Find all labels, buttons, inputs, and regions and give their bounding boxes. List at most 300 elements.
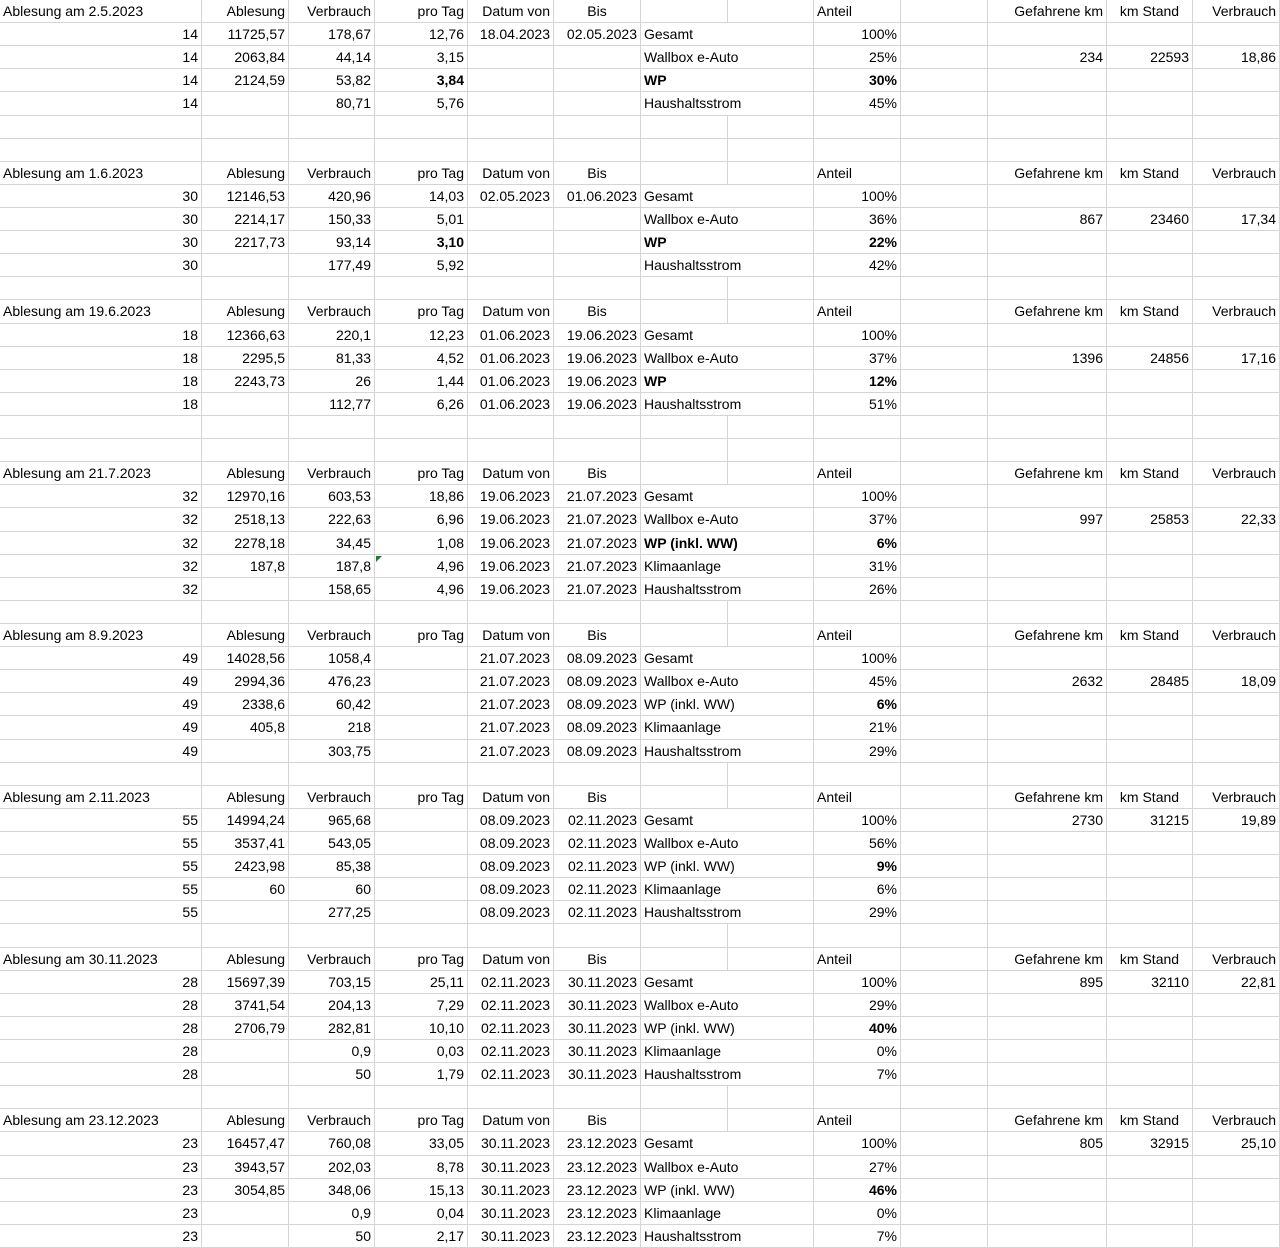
empty-cell[interactable] [901, 300, 988, 323]
ablesung-cell[interactable]: 2518,13 [202, 508, 289, 531]
days-cell[interactable]: 49 [0, 670, 202, 693]
days-cell[interactable]: 18 [0, 324, 202, 347]
km-stand-cell[interactable] [1107, 901, 1193, 924]
bis-cell[interactable]: 08.09.2023 [554, 740, 641, 763]
anteil-cell[interactable]: 36% [814, 208, 901, 231]
km-verbrauch-cell[interactable] [1193, 324, 1280, 347]
empty-cell[interactable] [289, 416, 375, 439]
empty-cell[interactable] [202, 1086, 289, 1109]
empty-cell[interactable] [901, 716, 988, 739]
gefahrene-km-cell[interactable] [988, 578, 1107, 601]
header-anteil[interactable]: Anteil [814, 948, 901, 971]
verbrauch-cell[interactable]: 218 [289, 716, 375, 739]
empty-cell[interactable] [728, 786, 814, 809]
verbrauch-cell[interactable]: 1058,4 [289, 647, 375, 670]
block-title[interactable]: Ablesung am 8.9.2023 [0, 624, 202, 647]
pro-tag-cell[interactable]: 12,76 [375, 23, 468, 46]
datum-von-cell[interactable]: 01.06.2023 [468, 347, 554, 370]
header-km-verbrauch[interactable]: Verbrauch [1193, 300, 1280, 323]
datum-von-cell[interactable]: 21.07.2023 [468, 740, 554, 763]
category-label[interactable]: WP (inkl. WW) [641, 532, 728, 555]
datum-von-cell[interactable]: 19.06.2023 [468, 508, 554, 531]
header-km-verbrauch[interactable]: Verbrauch [1193, 162, 1280, 185]
anteil-cell[interactable]: 100% [814, 1132, 901, 1155]
gefahrene-km-cell[interactable] [988, 855, 1107, 878]
empty-cell[interactable] [202, 763, 289, 786]
empty-cell[interactable] [1107, 439, 1193, 462]
category-label[interactable]: Gesamt [641, 324, 728, 347]
bis-cell[interactable]: 02.11.2023 [554, 809, 641, 832]
header-km-verbrauch[interactable]: Verbrauch [1193, 948, 1280, 971]
ablesung-cell[interactable]: 11725,57 [202, 23, 289, 46]
empty-cell[interactable] [728, 0, 814, 23]
km-stand-cell[interactable] [1107, 324, 1193, 347]
pro-tag-cell[interactable]: 10,10 [375, 1017, 468, 1040]
empty-cell[interactable] [468, 439, 554, 462]
empty-cell[interactable] [0, 763, 202, 786]
header-verbrauch[interactable]: Verbrauch [289, 624, 375, 647]
days-cell[interactable]: 28 [0, 994, 202, 1017]
days-cell[interactable]: 23 [0, 1202, 202, 1225]
empty-cell[interactable] [988, 139, 1107, 162]
header-km-stand[interactable]: km Stand [1107, 300, 1193, 323]
empty-cell[interactable] [728, 347, 814, 370]
gefahrene-km-cell[interactable] [988, 832, 1107, 855]
header-ablesung[interactable]: Ablesung [202, 948, 289, 971]
ablesung-cell[interactable]: 405,8 [202, 716, 289, 739]
empty-cell[interactable] [0, 924, 202, 947]
empty-cell[interactable] [1107, 116, 1193, 139]
empty-cell[interactable] [901, 740, 988, 763]
empty-cell[interactable] [901, 508, 988, 531]
bis-cell[interactable]: 21.07.2023 [554, 532, 641, 555]
block-title[interactable]: Ablesung am 19.6.2023 [0, 300, 202, 323]
km-stand-cell[interactable] [1107, 69, 1193, 92]
empty-cell[interactable] [289, 116, 375, 139]
gefahrene-km-cell[interactable] [988, 69, 1107, 92]
km-stand-cell[interactable] [1107, 994, 1193, 1017]
days-cell[interactable]: 30 [0, 208, 202, 231]
anteil-cell[interactable]: 30% [814, 69, 901, 92]
bis-cell[interactable]: 30.11.2023 [554, 1017, 641, 1040]
anteil-cell[interactable]: 29% [814, 740, 901, 763]
anteil-cell[interactable]: 0% [814, 1202, 901, 1225]
category-label[interactable]: Wallbox e-Auto [641, 994, 728, 1017]
days-cell[interactable]: 18 [0, 347, 202, 370]
empty-cell[interactable] [728, 370, 814, 393]
anteil-cell[interactable]: 51% [814, 393, 901, 416]
verbrauch-cell[interactable]: 81,33 [289, 347, 375, 370]
category-label[interactable]: Haushaltsstrom [641, 92, 728, 115]
empty-cell[interactable] [289, 139, 375, 162]
ablesung-cell[interactable] [202, 393, 289, 416]
ablesung-cell[interactable] [202, 254, 289, 277]
gefahrene-km-cell[interactable] [988, 1040, 1107, 1063]
category-label[interactable]: Gesamt [641, 485, 728, 508]
gefahrene-km-cell[interactable] [988, 901, 1107, 924]
empty-cell[interactable] [728, 578, 814, 601]
empty-cell[interactable] [728, 46, 814, 69]
ablesung-cell[interactable] [202, 1202, 289, 1225]
ablesung-cell[interactable]: 60 [202, 878, 289, 901]
empty-cell[interactable] [901, 948, 988, 971]
bis-cell[interactable]: 02.11.2023 [554, 855, 641, 878]
ablesung-cell[interactable]: 2243,73 [202, 370, 289, 393]
datum-von-cell[interactable]: 30.11.2023 [468, 1132, 554, 1155]
bis-cell[interactable]: 23.12.2023 [554, 1225, 641, 1248]
empty-cell[interactable] [901, 624, 988, 647]
empty-cell[interactable] [901, 1017, 988, 1040]
anteil-cell[interactable]: 22% [814, 231, 901, 254]
anteil-cell[interactable]: 7% [814, 1225, 901, 1248]
ablesung-cell[interactable]: 12366,63 [202, 324, 289, 347]
anteil-cell[interactable]: 46% [814, 1179, 901, 1202]
days-cell[interactable]: 23 [0, 1132, 202, 1155]
empty-cell[interactable] [988, 439, 1107, 462]
empty-cell[interactable] [728, 901, 814, 924]
days-cell[interactable]: 55 [0, 832, 202, 855]
bis-cell[interactable]: 23.12.2023 [554, 1132, 641, 1155]
pro-tag-cell[interactable]: 0,04 [375, 1202, 468, 1225]
empty-cell[interactable] [0, 116, 202, 139]
anteil-cell[interactable]: 6% [814, 878, 901, 901]
ablesung-cell[interactable] [202, 92, 289, 115]
category-label[interactable]: WP (inkl. WW) [641, 855, 728, 878]
empty-cell[interactable] [728, 1225, 814, 1248]
empty-cell[interactable] [0, 1086, 202, 1109]
verbrauch-cell[interactable]: 158,65 [289, 578, 375, 601]
verbrauch-cell[interactable]: 50 [289, 1225, 375, 1248]
km-verbrauch-cell[interactable] [1193, 231, 1280, 254]
km-stand-cell[interactable]: 23460 [1107, 208, 1193, 231]
header-gefahrene-km[interactable]: Gefahrene km [988, 162, 1107, 185]
datum-von-cell[interactable]: 19.06.2023 [468, 578, 554, 601]
header-pro-tag[interactable]: pro Tag [375, 300, 468, 323]
empty-cell[interactable] [641, 1109, 728, 1132]
header-verbrauch[interactable]: Verbrauch [289, 948, 375, 971]
ablesung-cell[interactable] [202, 740, 289, 763]
empty-cell[interactable] [988, 763, 1107, 786]
pro-tag-cell[interactable]: 4,96 [375, 555, 468, 578]
km-verbrauch-cell[interactable] [1193, 740, 1280, 763]
empty-cell[interactable] [202, 439, 289, 462]
header-km-verbrauch[interactable]: Verbrauch [1193, 786, 1280, 809]
ablesung-cell[interactable]: 14994,24 [202, 809, 289, 832]
header-datum-von[interactable]: Datum von [468, 786, 554, 809]
header-gefahrene-km[interactable]: Gefahrene km [988, 1109, 1107, 1132]
km-stand-cell[interactable] [1107, 1156, 1193, 1179]
category-label[interactable]: Gesamt [641, 23, 728, 46]
empty-cell[interactable] [814, 416, 901, 439]
header-anteil[interactable]: Anteil [814, 786, 901, 809]
datum-von-cell[interactable]: 21.07.2023 [468, 693, 554, 716]
bis-cell[interactable]: 19.06.2023 [554, 324, 641, 347]
days-cell[interactable]: 14 [0, 92, 202, 115]
empty-cell[interactable] [901, 277, 988, 300]
days-cell[interactable]: 32 [0, 578, 202, 601]
header-pro-tag[interactable]: pro Tag [375, 0, 468, 23]
empty-cell[interactable] [641, 162, 728, 185]
empty-cell[interactable] [289, 763, 375, 786]
empty-cell[interactable] [901, 809, 988, 832]
empty-cell[interactable] [202, 116, 289, 139]
empty-cell[interactable] [375, 277, 468, 300]
ablesung-cell[interactable]: 3943,57 [202, 1156, 289, 1179]
empty-cell[interactable] [375, 439, 468, 462]
header-gefahrene-km[interactable]: Gefahrene km [988, 0, 1107, 23]
days-cell[interactable]: 30 [0, 254, 202, 277]
km-verbrauch-cell[interactable] [1193, 1225, 1280, 1248]
empty-cell[interactable] [554, 763, 641, 786]
empty-cell[interactable] [901, 601, 988, 624]
empty-cell[interactable] [901, 855, 988, 878]
pro-tag-cell[interactable]: 6,26 [375, 393, 468, 416]
ablesung-cell[interactable] [202, 578, 289, 601]
empty-cell[interactable] [375, 1086, 468, 1109]
pro-tag-cell[interactable]: 14,03 [375, 185, 468, 208]
empty-cell[interactable] [1107, 139, 1193, 162]
header-anteil[interactable]: Anteil [814, 624, 901, 647]
km-stand-cell[interactable] [1107, 855, 1193, 878]
header-bis[interactable]: Bis [554, 948, 641, 971]
empty-cell[interactable] [901, 393, 988, 416]
anteil-cell[interactable]: 100% [814, 185, 901, 208]
empty-cell[interactable] [728, 809, 814, 832]
ablesung-cell[interactable]: 2706,79 [202, 1017, 289, 1040]
km-stand-cell[interactable] [1107, 485, 1193, 508]
header-verbrauch[interactable]: Verbrauch [289, 162, 375, 185]
empty-cell[interactable] [728, 740, 814, 763]
anteil-cell[interactable]: 7% [814, 1063, 901, 1086]
days-cell[interactable]: 32 [0, 485, 202, 508]
anteil-cell[interactable]: 40% [814, 1017, 901, 1040]
bis-cell[interactable] [554, 46, 641, 69]
km-verbrauch-cell[interactable] [1193, 254, 1280, 277]
pro-tag-cell[interactable]: 12,23 [375, 324, 468, 347]
anteil-cell[interactable]: 100% [814, 485, 901, 508]
km-verbrauch-cell[interactable]: 19,89 [1193, 809, 1280, 832]
ablesung-cell[interactable]: 2338,6 [202, 693, 289, 716]
verbrauch-cell[interactable]: 60 [289, 878, 375, 901]
gefahrene-km-cell[interactable]: 2632 [988, 670, 1107, 693]
header-ablesung[interactable]: Ablesung [202, 300, 289, 323]
empty-cell[interactable] [289, 924, 375, 947]
ablesung-cell[interactable]: 12146,53 [202, 185, 289, 208]
ablesung-cell[interactable]: 2994,36 [202, 670, 289, 693]
header-km-stand[interactable]: km Stand [1107, 1109, 1193, 1132]
verbrauch-cell[interactable]: 543,05 [289, 832, 375, 855]
empty-cell[interactable] [641, 300, 728, 323]
empty-cell[interactable] [901, 832, 988, 855]
verbrauch-cell[interactable]: 60,42 [289, 693, 375, 716]
km-stand-cell[interactable] [1107, 1179, 1193, 1202]
days-cell[interactable]: 30 [0, 185, 202, 208]
gefahrene-km-cell[interactable]: 1396 [988, 347, 1107, 370]
bis-cell[interactable]: 02.11.2023 [554, 832, 641, 855]
pro-tag-cell[interactable] [375, 878, 468, 901]
days-cell[interactable]: 18 [0, 393, 202, 416]
header-gefahrene-km[interactable]: Gefahrene km [988, 786, 1107, 809]
category-label[interactable]: WP [641, 231, 728, 254]
pro-tag-cell[interactable]: 1,08 [375, 532, 468, 555]
anteil-cell[interactable]: 37% [814, 347, 901, 370]
ablesung-cell[interactable]: 3741,54 [202, 994, 289, 1017]
empty-cell[interactable] [202, 277, 289, 300]
empty-cell[interactable] [901, 254, 988, 277]
gefahrene-km-cell[interactable] [988, 485, 1107, 508]
gefahrene-km-cell[interactable] [988, 740, 1107, 763]
verbrauch-cell[interactable]: 177,49 [289, 254, 375, 277]
bis-cell[interactable]: 08.09.2023 [554, 693, 641, 716]
header-ablesung[interactable]: Ablesung [202, 786, 289, 809]
bis-cell[interactable]: 02.05.2023 [554, 23, 641, 46]
pro-tag-cell[interactable]: 25,11 [375, 971, 468, 994]
ablesung-cell[interactable] [202, 1063, 289, 1086]
category-label[interactable]: Wallbox e-Auto [641, 1156, 728, 1179]
anteil-cell[interactable]: 0% [814, 1040, 901, 1063]
pro-tag-cell[interactable]: 3,15 [375, 46, 468, 69]
category-label[interactable]: Gesamt [641, 809, 728, 832]
km-stand-cell[interactable] [1107, 92, 1193, 115]
anteil-cell[interactable]: 45% [814, 670, 901, 693]
km-verbrauch-cell[interactable] [1193, 555, 1280, 578]
empty-cell[interactable] [728, 994, 814, 1017]
anteil-cell[interactable]: 21% [814, 716, 901, 739]
days-cell[interactable]: 14 [0, 46, 202, 69]
km-stand-cell[interactable] [1107, 740, 1193, 763]
verbrauch-cell[interactable]: 222,63 [289, 508, 375, 531]
verbrauch-cell[interactable]: 760,08 [289, 1132, 375, 1155]
empty-cell[interactable] [901, 670, 988, 693]
verbrauch-cell[interactable]: 202,03 [289, 1156, 375, 1179]
datum-von-cell[interactable]: 08.09.2023 [468, 855, 554, 878]
empty-cell[interactable] [554, 601, 641, 624]
category-label[interactable]: Klimaanlage [641, 716, 728, 739]
km-verbrauch-cell[interactable] [1193, 393, 1280, 416]
anteil-cell[interactable]: 42% [814, 254, 901, 277]
category-label[interactable]: WP (inkl. WW) [641, 1179, 728, 1202]
gefahrene-km-cell[interactable] [988, 23, 1107, 46]
km-verbrauch-cell[interactable] [1193, 370, 1280, 393]
datum-von-cell[interactable]: 08.09.2023 [468, 809, 554, 832]
km-stand-cell[interactable] [1107, 555, 1193, 578]
ablesung-cell[interactable]: 2423,98 [202, 855, 289, 878]
header-gefahrene-km[interactable]: Gefahrene km [988, 462, 1107, 485]
empty-cell[interactable] [901, 324, 988, 347]
verbrauch-cell[interactable]: 26 [289, 370, 375, 393]
empty-cell[interactable] [1107, 1086, 1193, 1109]
block-title[interactable]: Ablesung am 2.5.2023 [0, 0, 202, 23]
km-stand-cell[interactable] [1107, 1017, 1193, 1040]
header-datum-von[interactable]: Datum von [468, 462, 554, 485]
block-title[interactable]: Ablesung am 2.11.2023 [0, 786, 202, 809]
empty-cell[interactable] [901, 763, 988, 786]
empty-cell[interactable] [375, 116, 468, 139]
header-anteil[interactable]: Anteil [814, 300, 901, 323]
days-cell[interactable]: 49 [0, 693, 202, 716]
verbrauch-cell[interactable]: 150,33 [289, 208, 375, 231]
header-bis[interactable]: Bis [554, 162, 641, 185]
empty-cell[interactable] [901, 439, 988, 462]
verbrauch-cell[interactable]: 93,14 [289, 231, 375, 254]
ablesung-cell[interactable]: 15697,39 [202, 971, 289, 994]
datum-von-cell[interactable]: 02.11.2023 [468, 994, 554, 1017]
empty-cell[interactable] [728, 670, 814, 693]
header-datum-von[interactable]: Datum von [468, 624, 554, 647]
days-cell[interactable]: 55 [0, 855, 202, 878]
pro-tag-cell[interactable] [375, 693, 468, 716]
header-pro-tag[interactable]: pro Tag [375, 1109, 468, 1132]
category-label[interactable]: Wallbox e-Auto [641, 832, 728, 855]
category-label[interactable]: Haushaltsstrom [641, 578, 728, 601]
bis-cell[interactable]: 30.11.2023 [554, 971, 641, 994]
datum-von-cell[interactable]: 02.11.2023 [468, 1063, 554, 1086]
datum-von-cell[interactable]: 02.11.2023 [468, 1040, 554, 1063]
category-label[interactable]: Klimaanlage [641, 878, 728, 901]
category-label[interactable]: Gesamt [641, 1132, 728, 1155]
datum-von-cell[interactable] [468, 231, 554, 254]
empty-cell[interactable] [728, 277, 814, 300]
header-bis[interactable]: Bis [554, 1109, 641, 1132]
empty-cell[interactable] [0, 416, 202, 439]
pro-tag-cell[interactable] [375, 832, 468, 855]
empty-cell[interactable] [901, 23, 988, 46]
empty-cell[interactable] [202, 139, 289, 162]
empty-cell[interactable] [988, 277, 1107, 300]
empty-cell[interactable] [468, 116, 554, 139]
empty-cell[interactable] [901, 878, 988, 901]
empty-cell[interactable] [1193, 439, 1280, 462]
datum-von-cell[interactable]: 01.06.2023 [468, 324, 554, 347]
km-stand-cell[interactable] [1107, 578, 1193, 601]
empty-cell[interactable] [554, 416, 641, 439]
header-verbrauch[interactable]: Verbrauch [289, 1109, 375, 1132]
pro-tag-cell[interactable]: 6,96 [375, 508, 468, 531]
bis-cell[interactable]: 02.11.2023 [554, 901, 641, 924]
gefahrene-km-cell[interactable] [988, 647, 1107, 670]
empty-cell[interactable] [202, 924, 289, 947]
empty-cell[interactable] [814, 1086, 901, 1109]
empty-cell[interactable] [728, 92, 814, 115]
header-km-verbrauch[interactable]: Verbrauch [1193, 0, 1280, 23]
empty-cell[interactable] [988, 116, 1107, 139]
empty-cell[interactable] [468, 601, 554, 624]
category-label[interactable]: Haushaltsstrom [641, 1225, 728, 1248]
header-verbrauch[interactable]: Verbrauch [289, 786, 375, 809]
empty-cell[interactable] [0, 277, 202, 300]
km-verbrauch-cell[interactable] [1193, 23, 1280, 46]
anteil-cell[interactable]: 37% [814, 508, 901, 531]
km-verbrauch-cell[interactable] [1193, 693, 1280, 716]
pro-tag-cell[interactable]: 5,01 [375, 208, 468, 231]
empty-cell[interactable] [641, 1086, 728, 1109]
datum-von-cell[interactable]: 21.07.2023 [468, 716, 554, 739]
empty-cell[interactable] [901, 231, 988, 254]
header-ablesung[interactable]: Ablesung [202, 1109, 289, 1132]
empty-cell[interactable] [814, 763, 901, 786]
gefahrene-km-cell[interactable] [988, 231, 1107, 254]
km-verbrauch-cell[interactable] [1193, 1202, 1280, 1225]
category-label[interactable]: Haushaltsstrom [641, 254, 728, 277]
days-cell[interactable]: 28 [0, 971, 202, 994]
empty-cell[interactable] [728, 231, 814, 254]
km-verbrauch-cell[interactable] [1193, 832, 1280, 855]
empty-cell[interactable] [728, 300, 814, 323]
gefahrene-km-cell[interactable]: 2730 [988, 809, 1107, 832]
anteil-cell[interactable]: 26% [814, 578, 901, 601]
empty-cell[interactable] [901, 185, 988, 208]
empty-cell[interactable] [901, 693, 988, 716]
